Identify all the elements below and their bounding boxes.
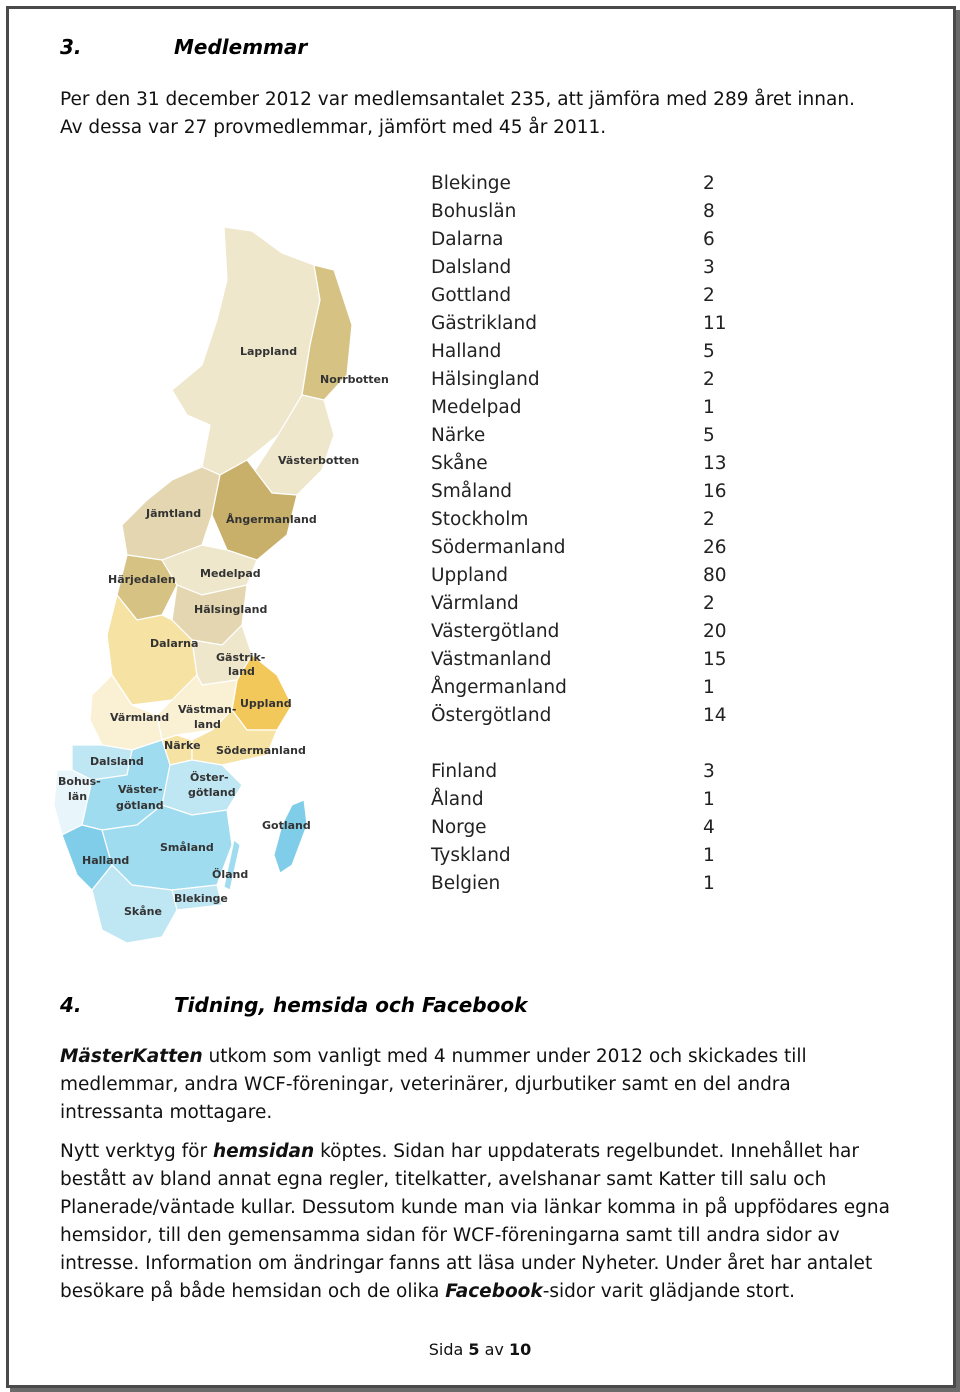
map-label-smaland: Småland <box>160 841 214 854</box>
map-label-norrbotten: Norrbotten <box>320 373 389 386</box>
country-row <box>431 814 761 842</box>
row-name: Östergötland <box>431 705 552 726</box>
map-label-bohuslan-1: Bohus- <box>58 775 101 788</box>
region-row <box>431 618 761 646</box>
map-label-medelpad: Medelpad <box>200 567 261 580</box>
sweden-region-map <box>52 225 389 945</box>
row-count: 1 <box>703 845 715 866</box>
row-count: 20 <box>703 621 727 642</box>
row-name: Skåne <box>431 453 488 474</box>
row-name: Stockholm <box>431 509 529 530</box>
map-label-varmland: Värmland <box>110 711 170 724</box>
website-text-3: -sidor varit glädjande stort. <box>542 1281 795 1302</box>
member-region-list <box>431 170 761 898</box>
row-count: 2 <box>703 509 715 530</box>
map-label-uppland: Uppland <box>240 697 292 710</box>
row-count: 1 <box>703 789 715 810</box>
page-footer <box>0 1340 960 1359</box>
row-count: 5 <box>703 425 715 446</box>
row-name: Dalarna <box>431 229 504 250</box>
row-name: Gottland <box>431 285 512 306</box>
map-label-harjedalen: Härjedalen <box>108 573 176 586</box>
row-name: Dalsland <box>431 257 512 278</box>
row-name: Småland <box>431 481 513 502</box>
region-row <box>431 394 761 422</box>
map-label-gastrikland-1: Gästrik- <box>216 651 266 664</box>
row-name: Åland <box>431 789 484 810</box>
website-highlight: hemsidan <box>212 1141 315 1162</box>
row-count: 5 <box>703 341 715 362</box>
row-count: 1 <box>703 397 715 418</box>
row-name: Värmland <box>431 593 519 614</box>
map-label-dalsland: Dalsland <box>90 755 144 768</box>
row-count: 2 <box>703 285 715 306</box>
section-3-title: Medlemmar <box>174 35 308 59</box>
row-count: 14 <box>703 705 727 726</box>
website-text-2: köptes. Sidan har uppdaterats regelbundet. Innehållet har bestått av bland annat egna regler, titelkatter, avelshanar samt Katter till salu och Planerade/väntade kullar. Dessutom kunde man via länkar komma in på uppfödares egna hemsidor, till den gemensamma sidan för WCF-föreningarna samt till andra sidor av intresse. Information om ändringar fanns att läsa under Nyheter. Under året har antalet besökare på både hemsidan och de olika <box>60 1141 890 1302</box>
region-row <box>431 674 761 702</box>
region-row <box>431 226 761 254</box>
map-label-lappland: Lappland <box>240 345 298 358</box>
map-label-skane: Skåne <box>124 905 162 918</box>
country-row <box>431 870 761 898</box>
region-row <box>431 702 761 730</box>
country-row <box>431 758 761 786</box>
website-text-1: Nytt verktyg för <box>60 1141 213 1162</box>
row-count: 16 <box>703 481 727 502</box>
footer-sida: Sida <box>428 1340 464 1359</box>
row-name: Uppland <box>431 565 508 586</box>
footer-page-number: 5 <box>468 1340 480 1359</box>
region-row <box>431 338 761 366</box>
country-row <box>431 842 761 870</box>
row-name: Västmanland <box>431 649 552 670</box>
map-label-blekinge: Blekinge <box>174 892 228 905</box>
region-row <box>431 366 761 394</box>
region-row <box>431 282 761 310</box>
region-row <box>431 590 761 618</box>
region-row <box>431 562 761 590</box>
map-label-vasterbotten: Västerbotten <box>278 454 360 467</box>
region-row <box>431 254 761 282</box>
map-label-bohuslan-2: län <box>68 790 88 803</box>
row-count: 15 <box>703 649 727 670</box>
footer-total-pages: 10 <box>509 1340 532 1359</box>
row-count: 3 <box>703 761 715 782</box>
row-count: 2 <box>703 369 715 390</box>
section-3-number: 3. <box>60 35 82 59</box>
map-label-vastmanland-2: land <box>194 718 221 731</box>
map-label-narke: Närke <box>164 739 201 752</box>
row-count: 2 <box>703 173 715 194</box>
row-name: Södermanland <box>431 537 566 558</box>
facebook-highlight: Facebook <box>445 1281 543 1302</box>
intro-line-2: Av dessa var 27 provmedlemmar, jämfört med 45 år 2011. <box>60 117 607 138</box>
row-name: Ångermanland <box>431 677 567 698</box>
row-name: Närke <box>431 425 486 446</box>
section-4-number: 4. <box>60 993 82 1017</box>
row-count: 13 <box>703 453 727 474</box>
region-row <box>431 478 761 506</box>
section-4-title: Tidning, hemsida och Facebook <box>174 993 528 1017</box>
row-count: 11 <box>703 313 727 334</box>
row-count: 80 <box>703 565 727 586</box>
row-count: 6 <box>703 229 715 250</box>
map-label-ostergotland-1: Öster- <box>190 771 229 784</box>
map-label-vastmanland-1: Västman- <box>178 703 237 716</box>
row-name: Tyskland <box>431 845 511 866</box>
map-label-vastergotland-1: Väster- <box>118 783 163 796</box>
map-region-gotland <box>274 800 307 873</box>
map-label-halland: Halland <box>82 854 130 867</box>
intro-paragraph <box>60 86 900 142</box>
row-count: 2 <box>703 593 715 614</box>
row-name: Belgien <box>431 873 501 894</box>
intro-line-1: Per den 31 december 2012 var medlemsantalet 235, att jämföra med 289 året innan. <box>60 89 855 110</box>
row-name: Norge <box>431 817 487 838</box>
section-4-heading <box>60 993 527 1017</box>
region-row <box>431 450 761 478</box>
region-row <box>431 534 761 562</box>
region-row <box>431 646 761 674</box>
row-count: 3 <box>703 257 715 278</box>
region-row <box>431 422 761 450</box>
row-name: Västergötland <box>431 621 560 642</box>
map-label-vastergotland-2: götland <box>116 799 164 812</box>
row-name: Medelpad <box>431 397 522 418</box>
country-row <box>431 786 761 814</box>
row-count: 8 <box>703 201 715 222</box>
row-name: Finland <box>431 761 498 782</box>
map-label-halsingland: Hälsingland <box>194 603 268 616</box>
row-name: Halland <box>431 341 502 362</box>
row-name: Gästrikland <box>431 313 537 334</box>
newsletter-paragraph <box>60 1043 900 1127</box>
map-label-angermanland: Ångermanland <box>226 513 317 526</box>
region-row <box>431 170 761 198</box>
row-count: 4 <box>703 817 715 838</box>
map-label-sodermanland: Södermanland <box>216 744 306 757</box>
row-count: 26 <box>703 537 727 558</box>
region-row <box>431 198 761 226</box>
footer-av: av <box>484 1340 504 1359</box>
map-label-gotland: Gotland <box>262 819 311 832</box>
website-paragraph <box>60 1138 900 1306</box>
region-row <box>431 310 761 338</box>
row-name: Bohuslän <box>431 201 517 222</box>
newsletter-text: utkom som vanligt med 4 nummer under 2012 och skickades till medlemmar, andra WCF-föreningar, veterinärer, djurbutiker samt en del andra intressanta mottagare. <box>60 1046 807 1123</box>
row-name: Hälsingland <box>431 369 540 390</box>
section-3-heading <box>60 35 307 59</box>
map-label-jamtland: Jämtland <box>146 507 202 520</box>
map-label-gastrikland-2: land <box>228 665 255 678</box>
row-name: Blekinge <box>431 173 511 194</box>
map-label-oland: Öland <box>212 868 249 881</box>
magazine-name: MästerKatten <box>60 1046 203 1067</box>
row-count: 1 <box>703 873 715 894</box>
region-row <box>431 506 761 534</box>
map-label-dalarna: Dalarna <box>150 637 199 650</box>
map-label-ostergotland-2: götland <box>188 786 236 799</box>
row-count: 1 <box>703 677 715 698</box>
